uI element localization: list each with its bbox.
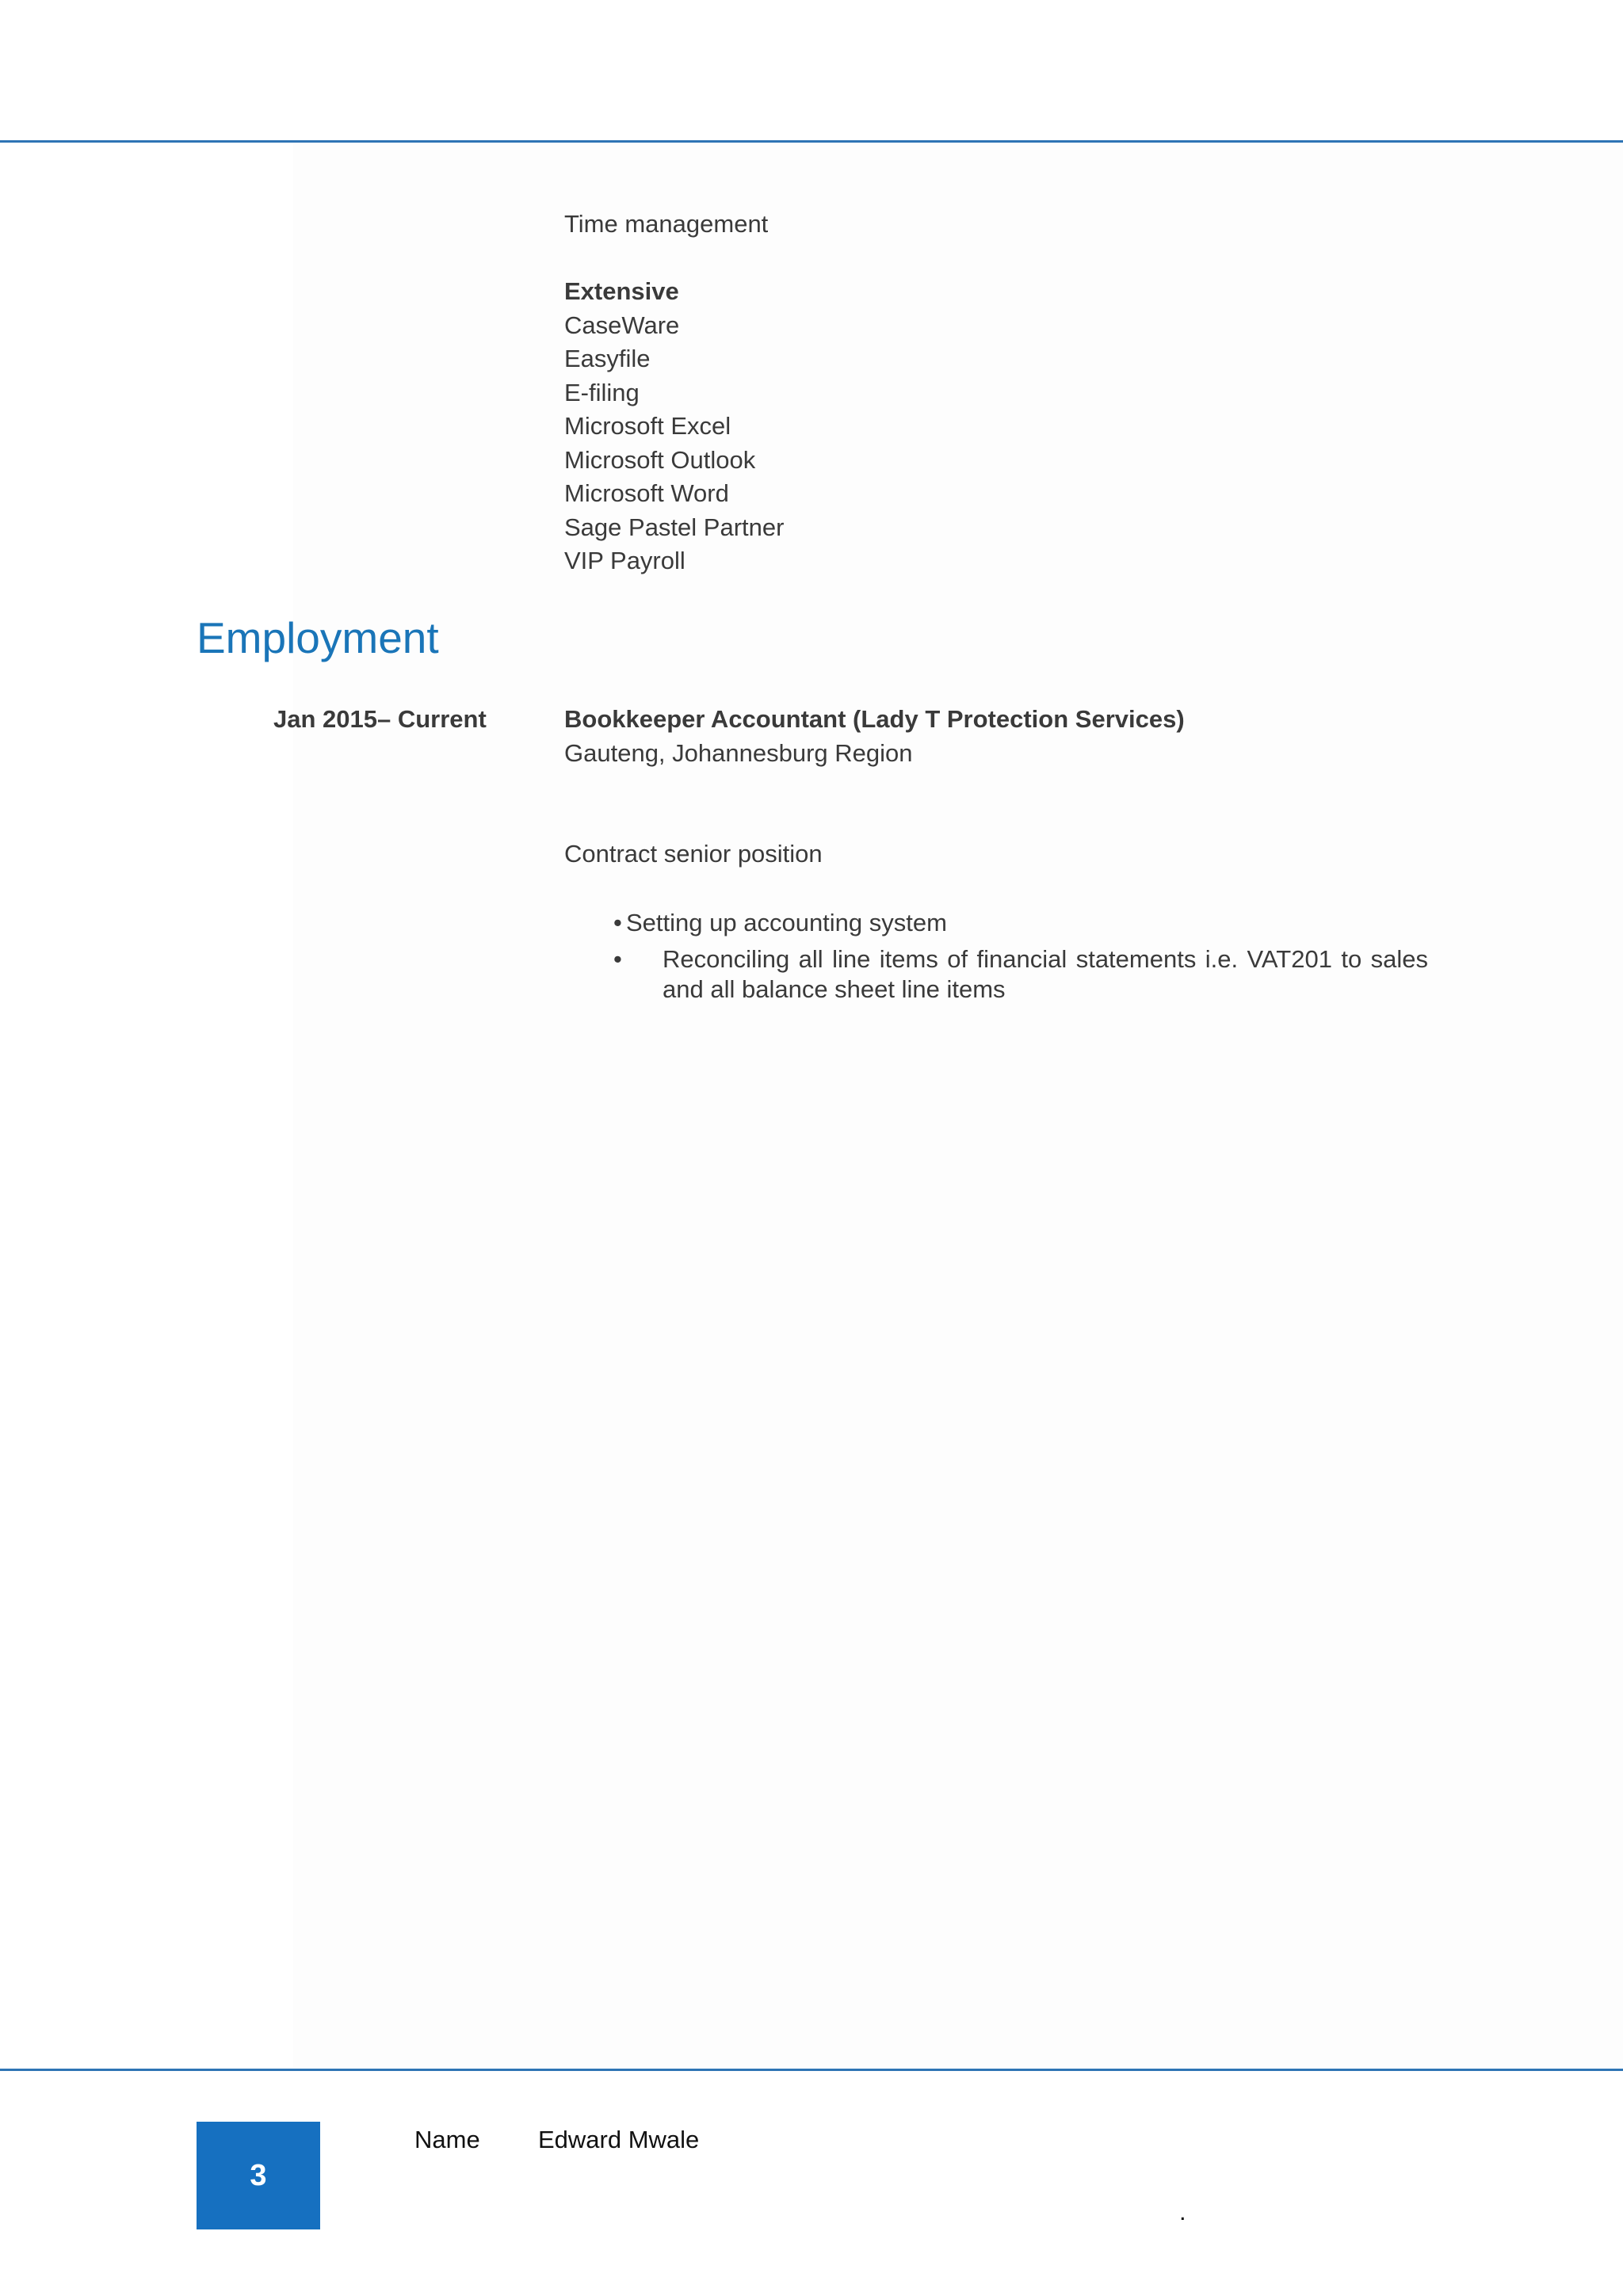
footer-trailing-mark: . [1179,2198,1186,2225]
section-heading-employment: Employment [197,613,439,662]
list-item: Easyfile [564,345,651,372]
job-bullet-list [564,906,1428,1005]
footer-rule [0,2069,1623,2071]
list-item: CaseWare [564,311,680,339]
job-entry [564,703,1185,770]
page-number: 3 [250,2158,267,2192]
list-item: Microsoft Word [564,479,729,507]
content-background [293,143,1623,2068]
skills-category-label: Extensive [564,277,679,305]
list-item: Sage Pastel Partner [564,513,785,541]
bullet-icon: • [613,909,622,936]
bullet-text: Reconciling all line items of financial statements i.e. VAT201 to sales and all balance sheet line items [663,945,1428,1003]
job-dates: Jan 2015– Current [273,705,487,733]
bullet-text: Setting up accounting system [626,909,947,936]
list-item: Microsoft Excel [564,412,731,440]
job-title: Bookkeeper Accountant (Lady T Protection Services) [564,705,1185,733]
list-item: VIP Payroll [564,547,685,574]
list-item [564,944,1428,1005]
list-item: Microsoft Outlook [564,445,756,474]
footer-name-label: Name [414,2126,480,2153]
job-description: Contract senior position [564,840,823,868]
page-number-badge [197,2122,320,2229]
footer-name-value: Edward Mwale [538,2126,700,2153]
bullet-icon: • [613,945,622,973]
software-skills-list [564,275,784,578]
list-item: E-filing [564,378,640,406]
job-location: Gauteng, Johannesburg Region [564,738,913,767]
skill-time-management: Time management [564,210,769,238]
list-item [564,906,1428,940]
